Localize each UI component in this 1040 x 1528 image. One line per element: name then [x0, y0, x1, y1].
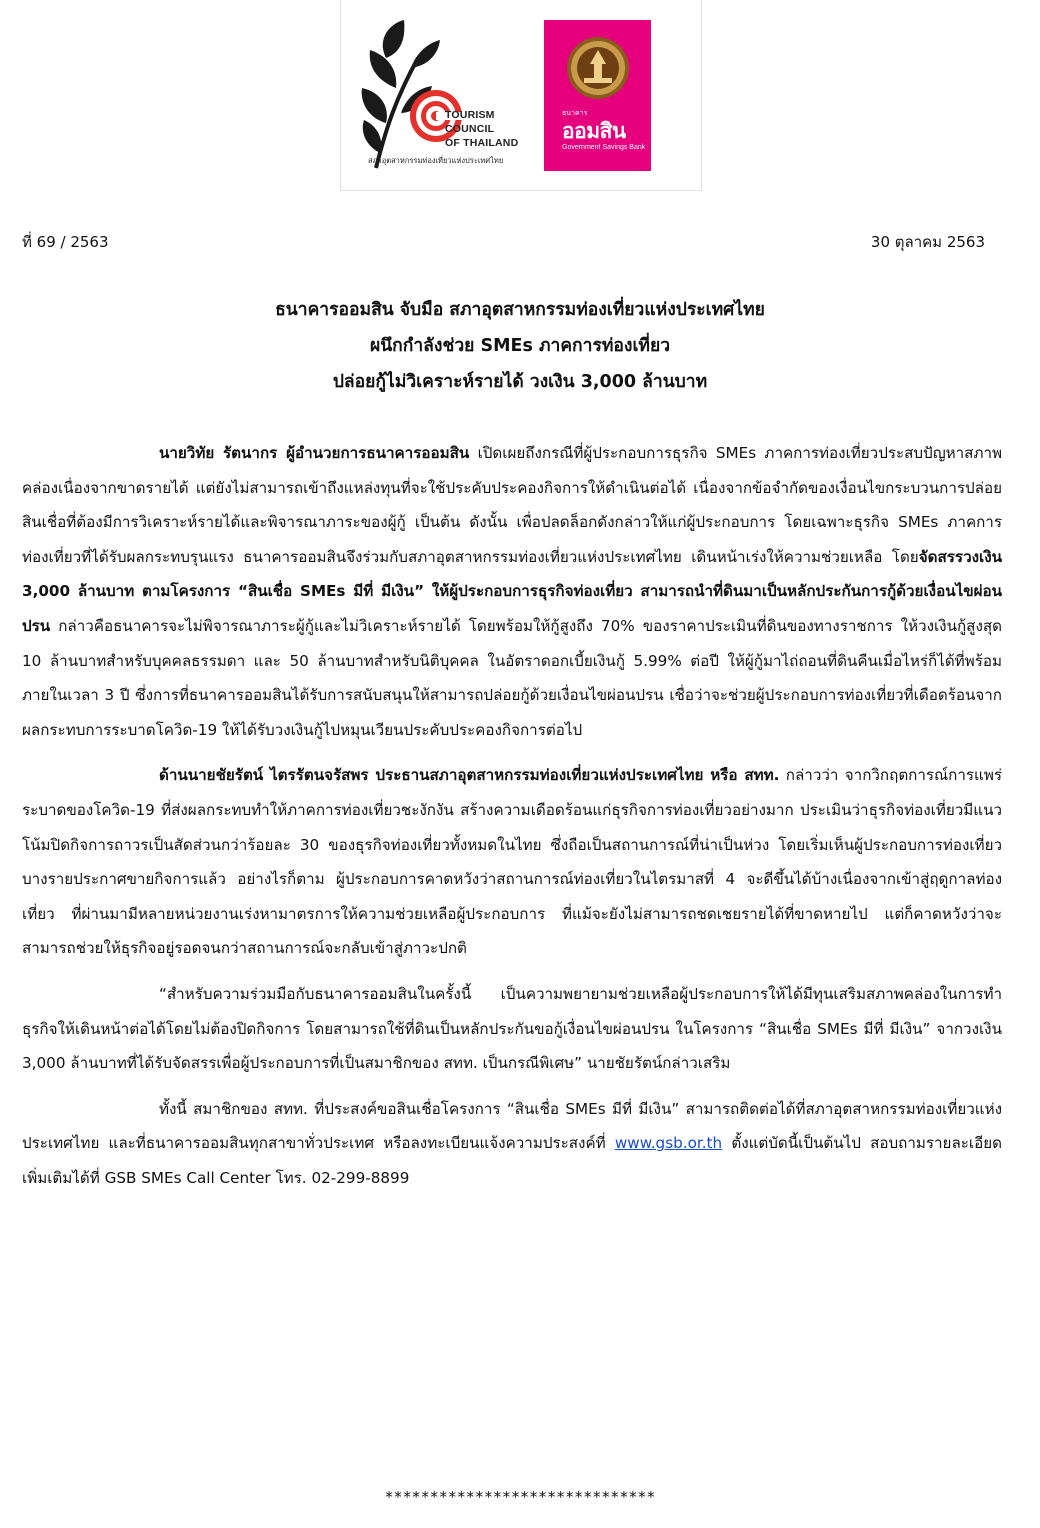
gsb-seal-icon	[566, 34, 630, 104]
document-date: 30 ตุลาคม 2563	[870, 233, 985, 251]
p2-text-1: กล่าวว่า จากวิกฤตการณ์การแพร่ระบาดของโควิด-19 ที่ส่งผลกระทบทำให้ภาคการท่องเที่ยวชะงักงัน สร้างความเดือดร้อนแก่ธุรกิจการท่องเที่ยวอย่างมาก ประเมินว่าธุรกิจท่องเที่ยวมีแนวโน้มปิดกิจการถาวรเป็นสัดส่วนกว่าร้อยละ 30 ของธุรกิจท่องเที่ยวทั้งหมดในไทย ซึ่งถือเป็นสถานการณ์ที่น่าเป็นห่วง โดยเริ่มเห็นผู้ประกอบการท่องเที่ยวบางรายประกาศขายกิจการแล้ว อย่างไรก็ตาม ผู้ประกอบการคาดหวังว่าสถานการณ์ท่องเที่ยวในไตรมาสที่ 4 จะดีขึ้นได้บ้างเนื่องจากเข้าสู่ฤดูกาลท่องเที่ยว ที่ผ่านมามีหลายหน่วยงานเร่งหามาตรการให้ความช่วยเหลือผู้ประกอบการ ที่แม้จะยังไม่สามารถชดเชยรายได้ที่ขาดหายไป แต่ก็คาดหวังว่าจะสามารถช่วยให้ธุรกิจอยู่รอดจนกว่าสถานการณ์จะกลับเข้าสู่ภาวะปกติ	[22, 766, 1002, 958]
p1-bold-lead: นายวิทัย รัตนากร ผู้อำนวยการธนาคารออมสิน	[159, 444, 470, 462]
paragraph-2	[22, 758, 1002, 966]
gsb-website-link[interactable]: www.gsb.or.th	[614, 1134, 723, 1153]
paragraph-4	[22, 1092, 1002, 1196]
tct-line-3: OF THAILAND	[445, 137, 519, 149]
end-marker: ******************************	[384, 1488, 656, 1506]
gsb-logo	[544, 20, 651, 171]
paragraph-3	[22, 977, 1002, 1081]
headline-line-2: ผนึกกำลังช่วย SMEs ภาคการท่องเที่ยว	[369, 336, 671, 356]
headline	[0, 292, 1040, 400]
gsb-name-label: ออมสิน	[562, 119, 626, 143]
tct-line-1: TOURISM	[445, 109, 495, 121]
headline-line-1: ธนาคารออมสิน จับมือ สภาอุตสาหกรรมท่องเที่ยวแห่งประเทศไทย	[275, 300, 765, 320]
headline-line-3: ปล่อยกู้ไม่วิเคราะห์รายได้ วงเงิน 3,000 ล้านบาท	[332, 372, 708, 392]
tct-thai-name: สภาอุตสาหกรรมท่องเที่ยวแห่งประเทศไทย	[368, 156, 504, 165]
p1-text-1: เปิดเผยถึงกรณีที่ผู้ประกอบการธุรกิจ SMEs ภาคการท่องเที่ยวประสบปัญหาสภาพคล่องเนื่องจากขาดรายได้ แต่ยังไม่สามารถเข้าถึงแหล่งทุนที่จะใช้ประคับประคองกิจการให้ดำเนินต่อได้ เนื่องจากข้อจำกัดของเงื่อนไขกระบวนการปล่อยสินเชื่อที่ต้องมีการวิเคราะห์รายได้และพิจารณาภาระของผู้กู้ เป็นต้น ดังนั้น เพื่อปลดล็อกดังกล่าวให้แก่ผู้ประกอบการ โดยเฉพาะธุรกิจ SMEs ภาคการท่องเที่ยวที่ได้รับผลกระทบรุนแรง ธนาคารออมสินจึงร่วมกับสภาอุตสาหกรรมท่องเที่ยวแห่งประเทศไทย เดินหน้าเร่งให้ความช่วยเหลือ โดย	[22, 444, 1003, 566]
p1-bold-mid: จัดสรรวงเงิน 3,000 ล้านบาท ตามโครงการ “สินเชื่อ SMEs มีที่ มีเงิน” ให้ผู้ประกอบการธุรกิจท่องเที่ยว สามารถนำที่ดินมาเป็นหลักประกันการกู้ด้วยเงื่อนไขผ่อนปรน	[22, 547, 1002, 635]
p4-text-2: ตั้งแต่บัดนี้เป็นต้นไป สอบถามรายละเอียดเพิ่มเติมได้ที่ GSB SMEs Call Center โทร. 02-299-8899	[22, 1134, 1002, 1187]
gsb-small-label: ธนาคาร	[562, 109, 588, 117]
press-release-body	[22, 436, 1002, 1206]
paragraph-1	[22, 436, 1002, 747]
tourism-council-logo-icon	[356, 18, 526, 176]
p1-text-2: กล่าวคือธนาคารจะไม่พิจารณาภาระผู้กู้และไม่วิเคราะห์รายได้ โดยพร้อมให้กู้สูงถึง 70% ของราคาประเมินที่ดินของทางราชการ ให้วงเงินกู้สูงสุด 10 ล้านบาทสำหรับบุคคลธรรมดา และ 50 ล้านบาทสำหรับนิติบุคคล ในอัตราดอกเบี้ยเงินกู้ 5.99% ต่อปี ให้ผู้กู้มาไถ่ถอนที่ดินคืนเมื่อไหร่ก็ได้ที่พร้อม ภายในเวลา 3 ปี ซึ่งการที่ธนาคารออมสินได้รับการสนับสนุนให้สามารถปล่อยกู้ด้วยเงื่อนไขผ่อนปรน เชื่อว่าจะช่วยผู้ประกอบการท่องเที่ยวที่เดือดร้อนจากผลกระทบการระบาดโควิด-19 ให้ได้รับวงเงินกู้ไปหมุนเวียนประคับประคองกิจการต่อไป	[22, 616, 1002, 739]
p2-bold-lead: ด้านนายชัยรัตน์ ไตรรัตนจรัสพร ประธานสภาอุตสาหกรรมท่องเที่ยวแห่งประเทศไทย หรือ สทท.	[159, 766, 780, 785]
tct-line-2: COUNCIL	[445, 123, 495, 135]
tourism-council-logo-text	[445, 108, 518, 150]
p4-text-1: ทั้งนี้ สมาชิกของ สทท. ที่ประสงค์ขอสินเชื่อโครงการ “สินเชื่อ SMEs มีที่ มีเงิน” สามารถติดต่อได้ที่สภาอุตสาหกรรมท่องเที่ยวแห่งประเทศไทย และที่ธนาคารออมสินทุกสาขาทั่วประเทศ หรือลงทะเบียนแจ้งความประสงค์ที่	[22, 1099, 1002, 1153]
gsb-english-label: Government Savings Bank	[562, 144, 646, 151]
p3-text-1: “สำหรับความร่วมมือกับธนาคารออมสินในครั้งนี้ เป็นความพยายามช่วยเหลือผู้ประกอบการให้ได้มีทุนเสริมสภาพคล่องในการทำธุรกิจให้เดินหน้าต่อได้โดยไม่ต้องปิดกิจการ โดยสามารถใช้ที่ดินเป็นหลักประกันขอกู้เงื่อนไขผ่อนปรน ในโครงการ “สินเชื่อ SMEs มีที่ มีเงิน” จากวงเงิน 3,000 ล้านบาทที่ได้รับจัดสรรเพื่อผู้ประกอบการที่เป็นสมาชิกของ สทท. เป็นกรณีพิเศษ” นายชัยรัตน์กล่าวเสริม	[22, 984, 1002, 1073]
document-number: ที่ 69 / 2563	[22, 233, 109, 251]
